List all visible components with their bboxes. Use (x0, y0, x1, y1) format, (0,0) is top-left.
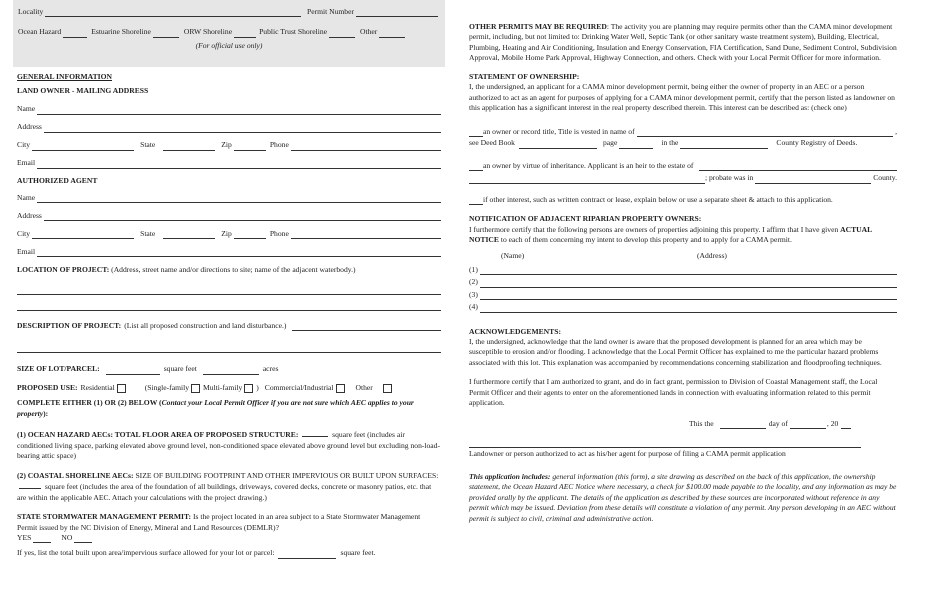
day-of-label: day of (768, 418, 788, 428)
stormwater-ifyes (17, 548, 441, 558)
official-use-note: (For official use only) (195, 40, 263, 50)
riparian-row-number: (2) (469, 277, 478, 287)
owner-state-field[interactable] (163, 143, 215, 151)
residential-label: Residential (80, 382, 115, 392)
owner-city-field[interactable] (32, 143, 134, 151)
public-trust-field[interactable] (329, 30, 355, 38)
agent-city-label: City (17, 228, 31, 238)
ocean-hazard-label: Ocean Hazard (18, 27, 62, 37)
yes-label: YES (17, 532, 32, 542)
stormwater-section (17, 512, 441, 533)
riparian-row-field[interactable] (480, 280, 897, 288)
agent-state-field[interactable] (163, 231, 215, 239)
owner-record-check[interactable] (469, 129, 483, 137)
yes-field[interactable] (33, 535, 51, 543)
agent-phone-label: Phone (269, 228, 289, 238)
see-deed-label: see Deed Book (469, 138, 515, 148)
county-field[interactable] (680, 141, 768, 149)
riparian-row-field[interactable] (480, 292, 897, 300)
complete-end: ): (43, 408, 49, 418)
complete-italic: Contact your Local Permit Officer if you are not sure which AEC applies to your property (17, 398, 414, 418)
owner-record-label: an owner or record title, Title is vested in name of (483, 126, 635, 136)
date-row (469, 419, 897, 429)
owner-address-label: Address (17, 122, 42, 132)
estate-field-2[interactable] (469, 176, 705, 184)
riparian-columns (469, 251, 897, 263)
riparian-row-number: (4) (469, 302, 478, 312)
name-column-header: (Name) (501, 250, 525, 260)
signature-line[interactable] (469, 446, 861, 448)
ownership-heading: STATEMENT OF OWNERSHIP: (469, 71, 580, 81)
inheritance-check[interactable] (469, 163, 483, 171)
public-trust-label: Public Trust Shoreline (259, 27, 328, 37)
coastal-aec-label: (2) COASTAL SHORELINE AECs: (17, 470, 134, 480)
ocean-aec-text: square feet (includes air conditioned living space, parking elevated above ground level, non-conditioned space elevated above ground level but excluding non-load-bearing attic space) (17, 430, 441, 461)
address-column-header: (Address) (697, 250, 727, 260)
orw-label: ORW Shoreline (183, 27, 233, 37)
includes-text: general information (this form), a site drawing as described on the back of this application, the ownership statement, the Ocean Hazard AEC Notice where necessary, a check for $100.00 made payable to the locality, and any information as may be provided orally by the applicant. The details of the application as described by these sources are incorporated without reference in any permit which may be issued. Deviation from these details will constitute a violation of any permit. Any person developing in an AEC without permit is subject to civil, criminal and administrative action. (469, 471, 897, 523)
riparian-row-field[interactable] (480, 267, 897, 275)
coastal-aec-field[interactable] (19, 481, 41, 489)
ocean-aec-label: (1) OCEAN HAZARD AECs: TOTAL FLOOR AREA OF PROPOSED STRUCTURE: (17, 430, 299, 440)
land-owner-fields (17, 104, 441, 169)
ifyes-sqft-label: square feet. (340, 548, 376, 558)
other-field[interactable] (379, 30, 405, 38)
ocean-aec-section (17, 429, 441, 461)
owner-city-label: City (17, 140, 31, 150)
general-info-heading: GENERAL INFORMATION (17, 72, 112, 81)
coastal-aec-text2: square feet (includes the area of the foundation of all buildings, driveways, covered decks, concrete or masonry patios, etc. that are within the applicable AEC. Attach your calculations with the project drawing.) (17, 482, 432, 502)
commercial-checkbox[interactable] (336, 384, 345, 393)
riparian-row (469, 300, 897, 313)
riparian-row (469, 263, 897, 276)
single-family-label: (Single-family (144, 382, 190, 392)
right-column (469, 22, 897, 524)
probate-row (469, 173, 897, 183)
notification-text (469, 225, 897, 246)
land-owner-heading: LAND OWNER - MAILING ADDRESS (17, 86, 149, 96)
agent-heading: AUTHORIZED AGENT (17, 175, 98, 185)
locality-label: Locality (18, 7, 44, 16)
owner-state-label: State (140, 140, 156, 150)
owner-address-field[interactable] (44, 125, 441, 133)
includes-section (469, 472, 897, 524)
permit-number-label: Permit Number (306, 7, 354, 16)
owner-name-field[interactable] (37, 107, 441, 115)
notification-text1: I furthermore certify that the following persons are owners of properties adjoining this property. I affirm that I have given (469, 224, 841, 234)
size-label: SIZE OF LOT/PARCEL: (17, 364, 100, 374)
official-use-box (13, 0, 445, 67)
page-label: page (602, 138, 618, 148)
probate-county-label: County. (873, 173, 897, 183)
riparian-row-number: (1) (469, 264, 478, 274)
probate-field[interactable] (755, 176, 871, 184)
signature-caption: Landowner or person authorized to act as his/her agent for purpose of filing a CAMA permit application (469, 449, 786, 459)
riparian-row-field[interactable] (480, 305, 897, 313)
other-label: Other (360, 27, 378, 37)
coastal-aec-section (17, 471, 441, 503)
left-column (13, 0, 445, 559)
other-interest-label: if other interest, such as written contract or lease, explain below or use a separate sheet & attach to this application. (483, 194, 833, 204)
ocean-hazard-field[interactable] (63, 30, 87, 38)
estate-field[interactable] (699, 163, 897, 171)
estuarine-field[interactable] (153, 30, 179, 38)
other-permits-label: OTHER PERMITS MAY BE REQUIRED (469, 22, 607, 31)
stormwater-text: Is the project located in an area subject to a State Stormwater Management Permit issued by the NC Division of Energy, Mineral and Land Resources (DEMLR)? (17, 512, 421, 532)
stormwater-yes-no (17, 533, 441, 543)
no-label: NO (61, 532, 73, 542)
description-field[interactable] (292, 323, 441, 331)
agent-email-field[interactable] (37, 249, 441, 257)
title-vested-field[interactable] (637, 129, 893, 137)
orw-field[interactable] (234, 30, 256, 38)
agent-state-label: State (140, 228, 156, 238)
complete-text: COMPLETE EITHER (1) OR (2) BELOW ( (17, 398, 162, 408)
inheritance-row (469, 161, 897, 171)
includes-label: This application includes: (469, 471, 551, 481)
proposed-use-section (17, 383, 441, 393)
month-field[interactable] (790, 421, 826, 429)
agent-fields (17, 192, 441, 257)
ocean-aec-field[interactable] (302, 429, 328, 437)
owner-record-row (469, 127, 897, 137)
year-field[interactable] (841, 421, 851, 429)
agent-name-field[interactable] (37, 195, 441, 203)
agent-zip-label: Zip (221, 228, 232, 238)
size-sqft-field[interactable] (106, 367, 160, 375)
riparian-rows (469, 263, 897, 313)
probate-label: ; probate was in (705, 173, 754, 183)
ack-heading: ACKNOWLEDGEMENTS: (469, 326, 561, 336)
inheritance-label: an owner by virtue of inheritance. Applicant is an heir to the estate of (483, 160, 694, 170)
year-label: , 20 (826, 418, 839, 428)
paren-close: ) (256, 382, 259, 392)
size-acres-label: acres (262, 364, 279, 374)
owner-email-label: Email (17, 158, 36, 168)
comma: , (895, 126, 897, 136)
estuarine-label: Estuarine Shoreline (91, 27, 151, 37)
ifyes-field[interactable] (278, 551, 336, 559)
description-line-2[interactable] (17, 351, 441, 353)
owner-zip-field[interactable] (234, 143, 266, 151)
actual-notice: ACTUAL NOTICE (469, 224, 872, 245)
location-label: LOCATION OF PROJECT: (17, 265, 110, 275)
riparian-row (469, 288, 897, 301)
in-the-label: in the (661, 138, 679, 148)
agent-zip-field[interactable] (234, 231, 266, 239)
this-the-label: This the (689, 418, 714, 428)
permit-number-field[interactable] (356, 9, 438, 17)
other-interest-check[interactable] (469, 197, 483, 205)
ifyes-label: If yes, list the total built upon area/impervious surface allowed for your lot or parcel: (17, 548, 275, 558)
location-hint: (Address, street name and/or directions to site; name of the adjacent waterbody.) (111, 265, 356, 275)
size-acres-field[interactable] (203, 367, 259, 375)
coastal-aec-text1: SIZE OF BUILDING FOOTPRINT AND OTHER IMPERVIOUS OR BUILT UPON SURFACES: (135, 470, 439, 480)
owner-zip-label: Zip (221, 140, 232, 150)
size-sqft-label: square feet (163, 364, 197, 374)
riparian-row (469, 275, 897, 288)
stormwater-label: STATE STORMWATER MANAGEMENT PERMIT: (17, 512, 192, 522)
riparian-row-number: (3) (469, 289, 478, 299)
commercial-label: Commercial/Industrial (264, 382, 334, 392)
ack-text2: I furthermore certify that I am authorized to grant, and do in fact grant, permission to Division of Coastal Management staff, the Local Permit Officer and their agents to enter on the aforementioned lands in connection with evaluating information related to this permit application. (469, 377, 878, 408)
description-hint: (List all proposed construction and land disturbance.) (124, 320, 287, 330)
agent-address-label: Address (17, 210, 42, 220)
description-label: DESCRIPTION OF PROJECT: (17, 320, 122, 330)
deed-book-field[interactable] (519, 141, 597, 149)
notification-heading: NOTIFICATION OF ADJACENT RIPARIAN PROPERTY OWNERS: (469, 214, 702, 224)
other-interest-row (469, 195, 897, 205)
multi-family-label: Multi-family (203, 382, 243, 392)
owner-email-field[interactable] (37, 161, 441, 169)
description-section (17, 321, 441, 331)
notification-text2: to each of them concerning my intent to develop this property and to apply for a CAMA permit. (498, 235, 792, 245)
county-registry-label: County Registry of Deeds. (776, 138, 858, 148)
residential-checkbox[interactable] (117, 384, 126, 393)
location-section (17, 265, 441, 275)
ack-text1: I, the undersigned, acknowledge that the land owner is aware that the proposed development is planned for an area which may be susceptible to erosion and/or flooding. I acknowledge that the Local Permit Officer has explained to me the particular hazard problems associated with this lot. This explanation was accompanied by recommendations concerning stabilization and floodproofing techniques. (469, 336, 882, 367)
owner-phone-field[interactable] (291, 143, 441, 151)
location-line-1[interactable] (17, 293, 441, 295)
other-permits-section (469, 22, 897, 64)
page-field[interactable] (619, 141, 653, 149)
other-permits-text: : The activity you are planning may require permits other than the CAMA minor development permit, including, but not limited to: Drinking Water Well, Septic Tank (or other sanitary waste treatment system), Building, Electrical, Plumbing, Heating and Air Conditioning, Insulation and Energy Conservation, FIA Certification, Sand Dune, Sediment Control, Subdivision Approval, Mobile Home Park Approval, Highway Connection, and others. Check with your Local Permit Officer for more information. (469, 22, 897, 63)
multi-family-checkbox[interactable] (244, 384, 253, 393)
complete-instruction (17, 398, 441, 419)
owner-phone-label: Phone (269, 140, 289, 150)
agent-email-label: Email (17, 246, 36, 256)
agent-name-label: Name (17, 192, 36, 202)
owner-name-label: Name (17, 104, 36, 114)
ownership-text: I, the undersigned, an applicant for a CAMA minor development permit, being either the owner of property in an AEC or a person authorized to act as an agent for purposes of applying for a CAMA minor development permit, certify that the person listed as landowner on this application has a significant interest in the real property described therein. This interest can be described as: (check one) (469, 82, 895, 113)
no-field[interactable] (74, 535, 92, 543)
agent-phone-field[interactable] (291, 231, 441, 239)
agent-city-field[interactable] (32, 231, 134, 239)
single-family-checkbox[interactable] (191, 384, 200, 393)
proposed-other-checkbox[interactable] (383, 384, 392, 393)
proposed-use-label: PROPOSED USE: (17, 382, 78, 392)
day-field[interactable] (720, 421, 766, 429)
locality-field[interactable] (45, 9, 301, 17)
deed-row (469, 138, 897, 148)
location-line-2[interactable] (17, 309, 441, 311)
proposed-other-label: Other (355, 382, 373, 392)
size-section (17, 364, 441, 374)
agent-address-field[interactable] (44, 213, 441, 221)
